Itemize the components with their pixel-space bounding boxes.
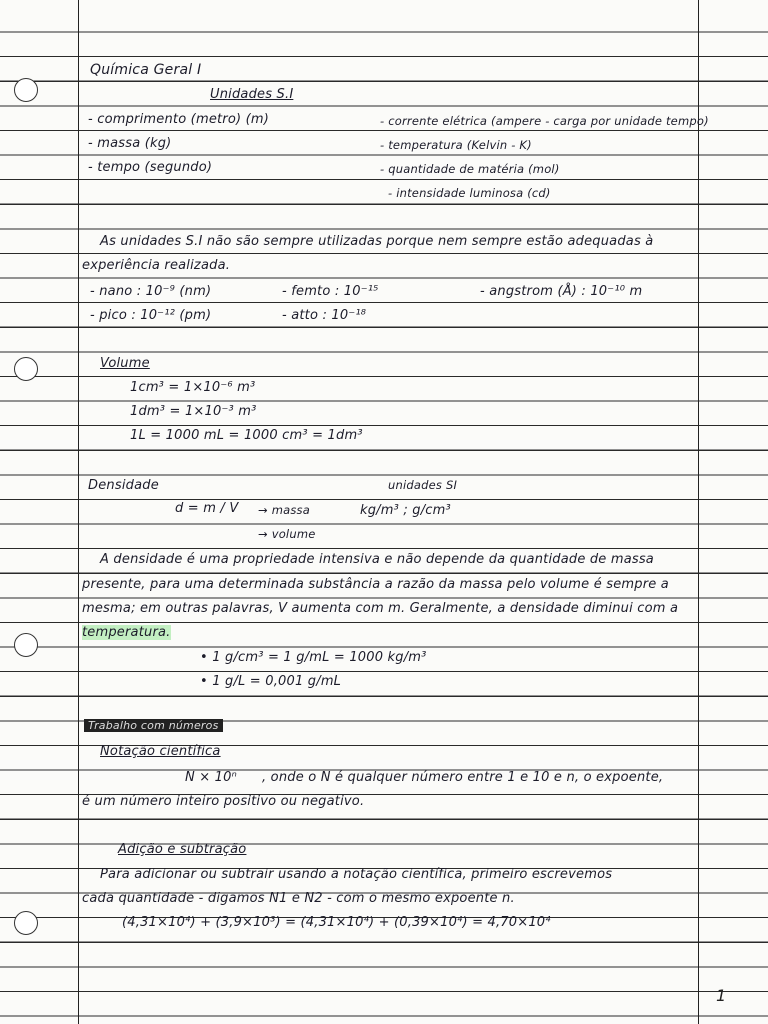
page-number: 1 — [716, 986, 727, 1005]
prefix-pico: - pico : 10⁻¹² (pm) — [90, 308, 212, 323]
notation-formula: N × 10ⁿ — [185, 770, 238, 785]
density-volume-label: → volume — [258, 527, 316, 541]
density-paragraph: A densidade é uma propriedade intensiva e não depende da quantidade de massa — [100, 552, 654, 567]
notation-text: , onde o N é qualquer número entre 1 e 10 e n, o expoente, — [262, 770, 664, 785]
density-paragraph: mesma; em outras palavras, V aumenta com m. Geralmente, a densidade diminui com a — [82, 601, 679, 616]
prefix-atto: - atto : 10⁻¹⁸ — [282, 308, 367, 323]
binder-hole — [14, 911, 38, 935]
si-item: - comprimento (metro) (m) — [88, 112, 270, 127]
si-item: - intensidade luminosa (cd) — [388, 186, 551, 200]
density-units: kg/m³ ; g/cm³ — [360, 503, 451, 518]
si-heading: Unidades S.I — [210, 87, 294, 102]
density-mass-label: → massa — [258, 503, 310, 517]
binder-hole — [14, 357, 38, 381]
addsub-heading: Adição e subtração — [118, 842, 247, 857]
section-tag: Trabalho com números — [84, 719, 223, 732]
notation-text: é um número inteiro positivo ou negativo. — [82, 794, 365, 809]
addsub-text: cada quantidade - digamos N1 e N2 - com o mesmo expoente n. — [82, 891, 515, 906]
density-paragraph: presente, para uma determinada substância a razão da massa pelo volume é sempre a — [82, 577, 669, 592]
note-text: As unidades S.I não são sempre utilizadas porque nem sempre estão adequadas à — [100, 234, 654, 249]
density-units-label: unidades SI — [388, 478, 458, 492]
density-formula: d = m / V — [175, 501, 239, 516]
addsub-text: Para adicionar ou subtrair usando a notação científica, primeiro escrevemos — [100, 867, 613, 882]
right-margin-line — [698, 0, 699, 1024]
si-item: - corrente elétrica (ampere - carga por unidade tempo) — [380, 114, 709, 128]
prefix-femto: - femto : 10⁻¹⁵ — [282, 284, 379, 299]
density-paragraph: temperatura. — [82, 625, 171, 640]
prefix-angstrom: - angstrom (Å) : 10⁻¹⁰ m — [480, 284, 643, 299]
notation-heading: Notação científica — [100, 744, 221, 759]
si-item: - tempo (segundo) — [88, 160, 213, 175]
density-equation: • 1 g/L = 0,001 g/mL — [200, 674, 342, 689]
binder-hole — [14, 78, 38, 102]
si-item: - temperatura (Kelvin - K) — [380, 138, 532, 152]
si-item: - massa (kg) — [88, 136, 172, 151]
binder-hole — [14, 633, 38, 657]
si-item: - quantidade de matéria (mol) — [380, 162, 560, 176]
volume-line: 1L = 1000 mL = 1000 cm³ = 1dm³ — [130, 428, 363, 443]
volume-heading: Volume — [100, 356, 150, 371]
addsub-example: (4,31×10⁴) + (3,9×10³) = (4,31×10⁴) + (0,39×10⁴) = 4,70×10⁴ — [122, 915, 551, 930]
density-heading: Densidade — [88, 478, 159, 493]
volume-line: 1dm³ = 1×10⁻³ m³ — [130, 404, 257, 419]
volume-line: 1cm³ = 1×10⁻⁶ m³ — [130, 380, 256, 395]
margin-line — [78, 0, 79, 1024]
prefix-nano: - nano : 10⁻⁹ (nm) — [90, 284, 212, 299]
page-title: Química Geral I — [90, 62, 202, 78]
density-equation: • 1 g/cm³ = 1 g/mL = 1000 kg/m³ — [200, 650, 427, 665]
note-text: experiência realizada. — [82, 258, 231, 273]
